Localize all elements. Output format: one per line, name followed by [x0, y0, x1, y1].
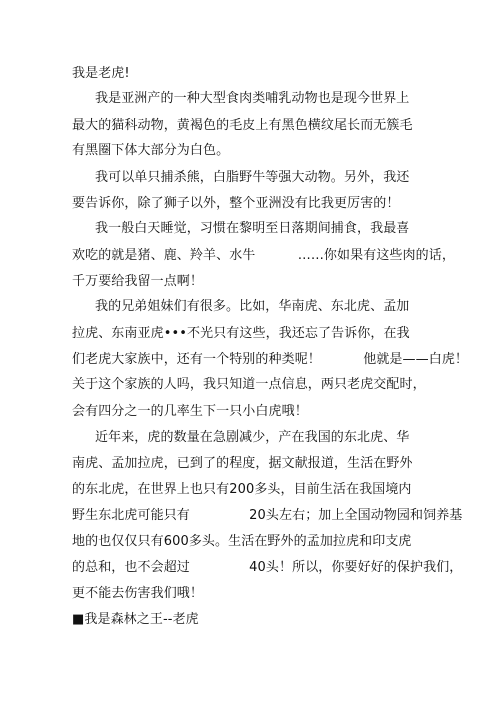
text-line: 我的兄弟姐妹们有很多。比如，华南虎、东北虎、孟加	[95, 299, 410, 314]
text-line: 要告诉你，除了狮子以外，整个亚洲没有比我更厉害的！	[72, 196, 400, 211]
text-line: 会有四分之一的几率生下一只小白虎哦！	[72, 404, 308, 419]
text-line: 野生东北虎可能只有 20头左右；加上全国动物园和饲养基	[72, 508, 463, 523]
text-line: 我是老虎!	[72, 66, 130, 81]
text-line: 们老虎大家族中，还有一个特别的种类呢！ 他就是——白虎！	[72, 352, 469, 367]
text-line: 我可以单只捕杀熊，白脂野牛等强大动物。另外，我还	[95, 170, 410, 185]
text-line: 的东北虎，在世界上也只有200多头，目前生活在我国境内	[72, 482, 412, 497]
text-line: 欢吃的就是猪、鹿、羚羊、水牛 ……你如果有这些肉的话，	[72, 248, 455, 263]
footer-heading: ■我是森林之王--老虎	[72, 612, 199, 627]
text-line: 有黑圈下体大部分为白色。	[72, 143, 230, 158]
text-line: 最大的猫科动物，黄褐色的毛皮上有黑色横纹尾长而无簇毛	[72, 118, 413, 133]
text-line: 南虎、孟加拉虎，已到了的程度，据文献报道，生活在野外	[72, 456, 413, 471]
text-line: 拉虎、东南亚虎•••不光只有这些，我还忘了告诉你，在我	[72, 326, 410, 341]
text-line: 近年来，虎的数量在急剧减少，产在我国的东北虎、华	[95, 430, 410, 445]
text-line: 地的也仅仅只有600多头。生活在野外的孟加拉虎和印支虎	[72, 534, 412, 549]
text-line: 更不能去伤害我们哦！	[72, 586, 204, 601]
text-line: 我一般白天睡觉，习惯在黎明至日落期间捕食，我最喜	[95, 221, 410, 236]
text-line: 的总和，也不会超过 40头！所以，你要好好的保护我们，	[72, 560, 463, 575]
text-line: 我是亚洲产的一种大型食肉类哺乳动物也是现今世界上	[95, 91, 410, 106]
text-line: 千万要给我留一点啊！	[72, 274, 204, 289]
text-line: 关于这个家族的人吗，我只知道一点信息，两只老虎交配时，	[72, 377, 426, 392]
